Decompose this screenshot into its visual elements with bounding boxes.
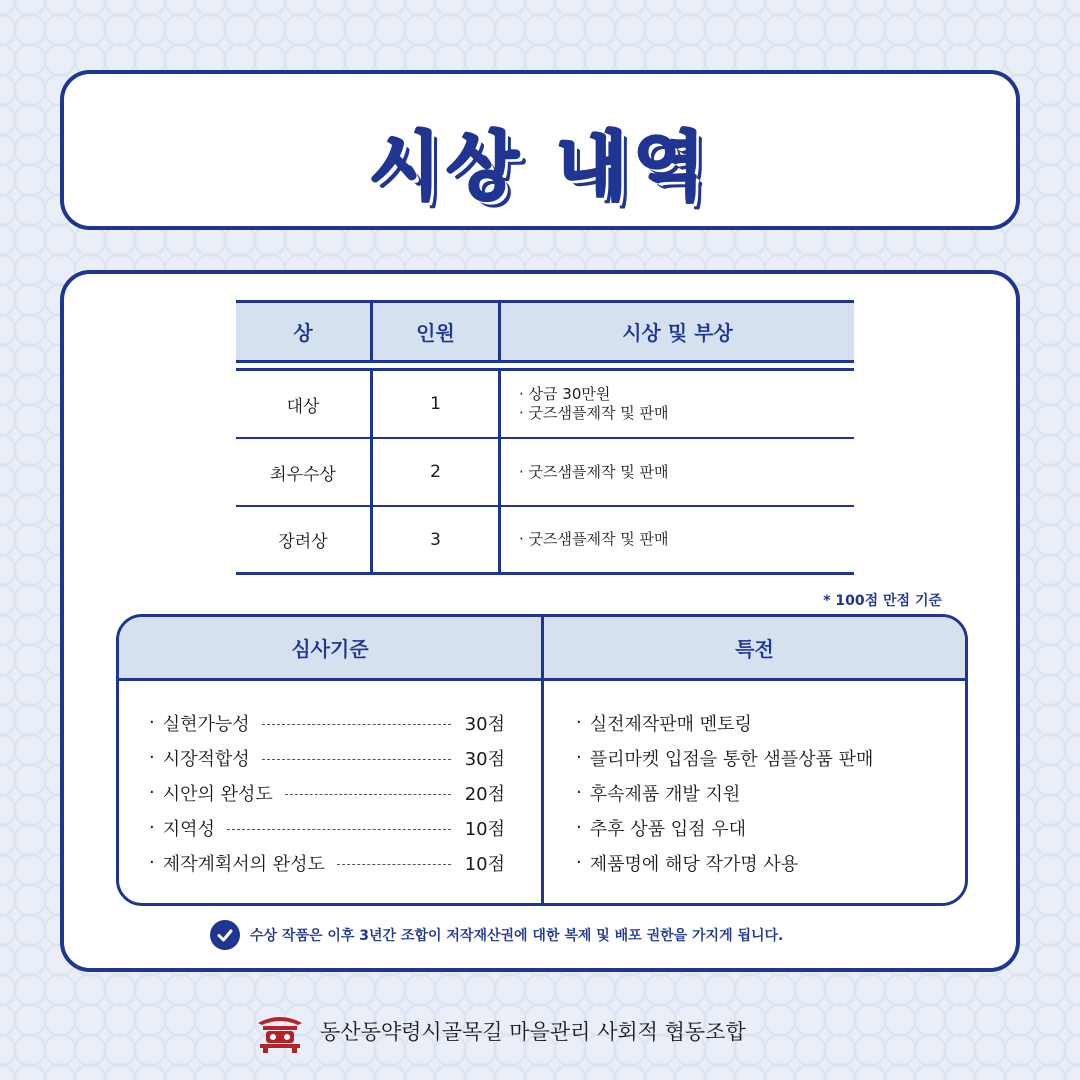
table-row	[236, 439, 854, 507]
check-icon	[210, 920, 240, 950]
list-item	[119, 775, 541, 810]
benefits-list	[544, 681, 965, 880]
bullet: ·	[576, 712, 582, 733]
bullet: ·	[149, 747, 155, 768]
criteria-list	[119, 681, 541, 880]
benefit-label: 추후 상품 입점 우대	[589, 818, 747, 840]
criterion-score: 30점	[464, 748, 505, 770]
rights-notice	[210, 920, 783, 950]
benefit-label: 제품명에 해당 작가명 사용	[589, 853, 799, 875]
leader-line	[337, 864, 451, 865]
prize-item: · 굿즈샘플제작 및 판매	[519, 530, 669, 548]
title-panel	[60, 70, 1020, 230]
list-item	[119, 740, 541, 775]
award-prizes	[501, 371, 854, 437]
criterion-label: 지역성	[162, 818, 215, 840]
benefit-label: 플리마켓 입점을 통한 샘플상품 판매	[589, 748, 874, 770]
bullet: ·	[576, 782, 582, 803]
leader-line	[285, 794, 451, 795]
bullet: ·	[149, 852, 155, 873]
page-title: 시상 내역	[369, 124, 711, 210]
bullet: ·	[576, 747, 582, 768]
criterion-label: 제작계획서의 완성도	[162, 853, 325, 875]
award-count: 2	[373, 439, 501, 505]
benefit-label: 실전제작판매 멘토링	[589, 713, 752, 735]
list-item	[119, 810, 541, 845]
criteria-header: 심사기준	[119, 617, 541, 681]
criterion-label: 시장적합성	[162, 748, 250, 770]
award-prizes	[501, 439, 854, 505]
benefits-column	[544, 617, 965, 903]
prize-item: · 굿즈샘플제작 및 판매	[519, 404, 669, 422]
award-name: 대상	[236, 371, 373, 437]
prize-item: · 상금 30만원	[519, 385, 611, 403]
organization-footer	[254, 1007, 746, 1055]
bullet: ·	[576, 852, 582, 873]
criterion-score: 30점	[464, 713, 505, 735]
list-item	[544, 705, 965, 740]
header-prizes: 시상 및 부상	[622, 321, 733, 345]
award-count: 1	[373, 371, 501, 437]
table-divider	[236, 363, 854, 371]
header-count: 인원	[373, 303, 501, 360]
benefit-label: 후속제품 개발 지원	[589, 783, 741, 805]
criterion-score: 10점	[464, 818, 505, 840]
list-item	[544, 810, 965, 845]
award-name: 최우수상	[236, 439, 373, 505]
rights-notice-text: 수상 작품은 이후 3년간 조합이 저작재산권에 대한 복제 및 배포 권한을 가지게 됩니다.	[250, 928, 784, 944]
leader-line	[262, 724, 451, 725]
table-row	[236, 507, 854, 575]
criterion-label: 실현가능성	[162, 713, 250, 735]
list-item	[544, 740, 965, 775]
leader-line	[227, 829, 451, 830]
bullet: ·	[149, 782, 155, 803]
criteria-column	[119, 617, 544, 903]
criterion-score: 10점	[464, 853, 505, 875]
award-count: 3	[373, 507, 501, 572]
benefits-header: 특전	[544, 617, 965, 681]
list-item	[119, 705, 541, 740]
table-row	[236, 371, 854, 439]
criterion-score: 20점	[464, 783, 505, 805]
awards-table-header	[236, 303, 854, 363]
criteria-box	[116, 614, 968, 906]
bullet: ·	[149, 712, 155, 733]
award-name: 장려상	[236, 507, 373, 572]
awards-table	[236, 300, 854, 575]
header-award: 상	[236, 303, 373, 360]
organization-logo-icon	[254, 1009, 306, 1053]
main-panel	[60, 270, 1020, 972]
list-item	[544, 845, 965, 880]
organization-name: 동산동약령시골목길 마을관리 사회적 협동조합	[320, 1020, 746, 1044]
list-item	[544, 775, 965, 810]
leader-line	[262, 759, 451, 760]
score-basis-note: * 100점 만점 기준	[823, 593, 942, 609]
prize-item: · 굿즈샘플제작 및 판매	[519, 462, 669, 481]
award-prizes	[501, 507, 854, 572]
bullet: ·	[149, 817, 155, 838]
list-item	[119, 845, 541, 880]
bullet: ·	[576, 817, 582, 838]
criterion-label: 시안의 완성도	[162, 783, 273, 805]
